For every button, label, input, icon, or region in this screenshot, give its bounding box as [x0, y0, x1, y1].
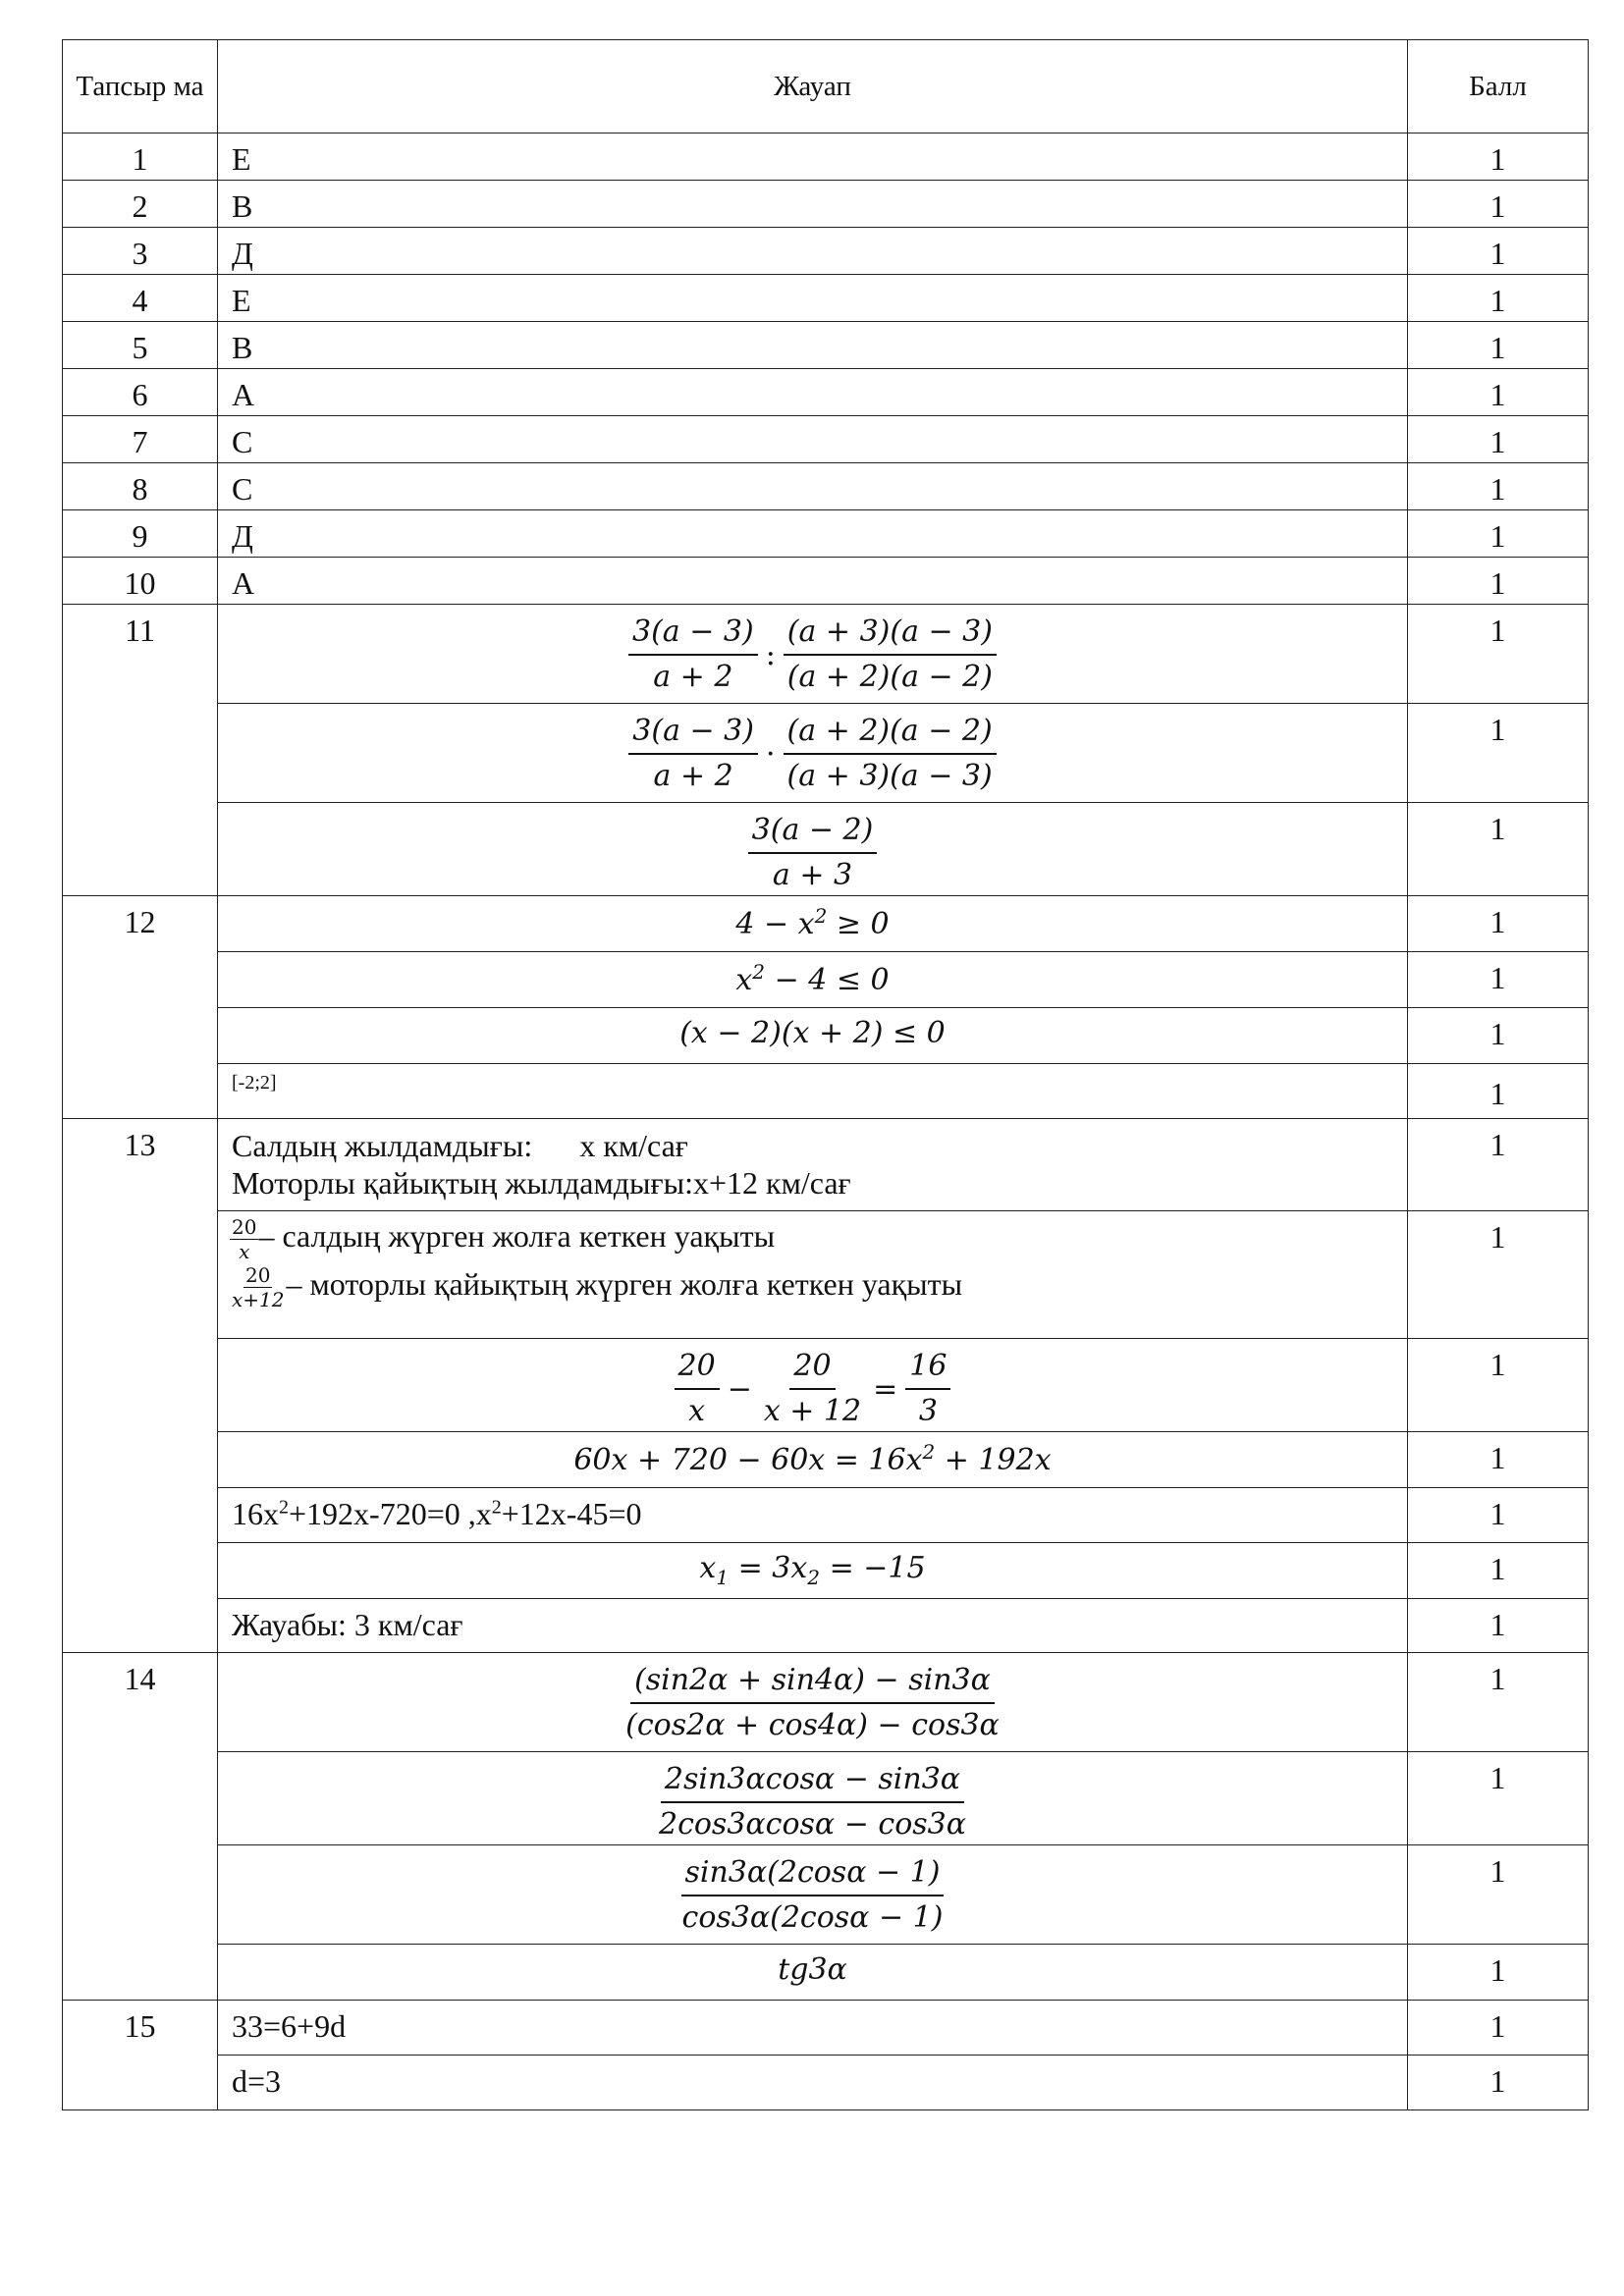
task-number: 1 [63, 133, 218, 181]
expr-part: x [699, 1551, 717, 1585]
exponent: 2 [752, 960, 766, 984]
answer-cell [218, 1488, 1408, 1543]
expr-part: + 192x [935, 1443, 1052, 1477]
expr-part: ≥ 0 [827, 907, 890, 941]
answer-cell: Д [218, 510, 1408, 558]
answer-cell [218, 704, 1408, 803]
numerator: 3(a − 3) [628, 613, 758, 656]
table-row [63, 181, 1589, 228]
fraction [622, 1661, 1003, 1745]
table-row [63, 1543, 1589, 1599]
denominator: x [239, 1240, 250, 1263]
score-cell: 1 [1408, 1653, 1589, 1752]
fraction [628, 613, 758, 697]
score-cell: 1 [1408, 181, 1589, 228]
numerator: 20 [232, 1215, 257, 1239]
header-answer: Жауап [218, 40, 1408, 133]
answer-line [230, 1263, 1393, 1311]
expr-part: x [735, 963, 753, 997]
expr-part: 60x + 720 − 60x = 16x [573, 1443, 923, 1477]
score-cell: 1 [1408, 2056, 1589, 2110]
answer-cell: d=3 [218, 2056, 1408, 2110]
task-number: 13 [63, 1119, 218, 1653]
numerator: 20 [245, 1263, 271, 1287]
answer-cell [218, 1119, 1408, 1211]
table-row [63, 1119, 1589, 1211]
expr-part: − 4 ≤ 0 [765, 963, 890, 997]
header-task: Тапсыр ма [63, 40, 218, 133]
operator: = [873, 1371, 898, 1407]
numerator: (sin2α + sin4α) − sin3α [630, 1661, 995, 1704]
denominator: a + 3 [772, 858, 853, 892]
score-cell: 1 [1408, 322, 1589, 369]
exponent: 2 [491, 1496, 502, 1519]
task-number: 7 [63, 416, 218, 463]
table-row [63, 1845, 1589, 1945]
numerator: (a + 2)(a − 2) [784, 712, 997, 755]
fraction [230, 1263, 287, 1311]
fraction [230, 1215, 258, 1263]
answer-cell [218, 1752, 1408, 1845]
answer-key-sheet [62, 39, 1588, 2110]
score-cell: 1 [1408, 704, 1589, 803]
fraction [760, 1347, 865, 1431]
table-row [63, 463, 1589, 510]
table-row [63, 322, 1589, 369]
numerator: 20 [789, 1347, 835, 1390]
score-cell: 1 [1408, 803, 1589, 896]
score-cell: 1 [1408, 1599, 1589, 1653]
score-cell: 1 [1408, 2001, 1589, 2056]
score-cell: 1 [1408, 275, 1589, 322]
header-row [63, 40, 1589, 133]
table-row [63, 416, 1589, 463]
answer-cell [218, 952, 1408, 1008]
fraction [675, 1347, 720, 1431]
score-cell: 1 [1408, 228, 1589, 275]
score-cell: 1 [1408, 1752, 1589, 1845]
operator: : [765, 637, 776, 672]
task-number: 6 [63, 369, 218, 416]
task-number: 10 [63, 558, 218, 605]
task-number: 8 [63, 463, 218, 510]
score-cell: 1 [1408, 1064, 1589, 1119]
table-row [63, 896, 1589, 952]
table-row [63, 1599, 1589, 1653]
numerator: 3(a − 3) [628, 712, 758, 755]
expr-part: +192x-720=0 ,x [289, 1496, 492, 1531]
score-cell: 1 [1408, 896, 1589, 952]
fraction [905, 1347, 950, 1431]
exponent: 2 [814, 904, 828, 928]
score-cell: 1 [1408, 1845, 1589, 1945]
fraction [784, 613, 997, 697]
task-number: 4 [63, 275, 218, 322]
numerator: (a + 3)(a − 3) [784, 613, 997, 656]
score-cell: 1 [1408, 1488, 1589, 1543]
fraction [628, 712, 758, 796]
table-row [63, 1008, 1589, 1064]
denominator: x [688, 1394, 706, 1428]
table-row [63, 1488, 1589, 1543]
expr-part: +12x-45=0 [501, 1496, 642, 1531]
score-cell: 1 [1408, 510, 1589, 558]
exponent: 2 [279, 1496, 289, 1519]
subscript: 2 [807, 1566, 821, 1589]
table-row [63, 228, 1589, 275]
denominator: (cos2α + cos4α) − cos3α [625, 1708, 1000, 1742]
numerator: 20 [675, 1347, 720, 1390]
table-row [63, 2056, 1589, 2110]
answer-cell [218, 803, 1408, 896]
answer-cell [218, 1432, 1408, 1488]
answer-cell [218, 605, 1408, 704]
fraction [784, 712, 997, 796]
table-row [63, 369, 1589, 416]
answer-cell [218, 1339, 1408, 1432]
table-row [63, 1339, 1589, 1432]
numerator: 16 [905, 1347, 950, 1390]
task-number: 9 [63, 510, 218, 558]
score-cell: 1 [1408, 1945, 1589, 2001]
table-row [63, 2001, 1589, 2056]
answer-line: Салдың жылдамдығы: х км/сағ [232, 1128, 688, 1163]
numerator: 2sin3αcosα − sin3α [661, 1760, 964, 1803]
answer-cell: tg3α [218, 1945, 1408, 2001]
answer-cell: А [218, 369, 1408, 416]
answer-cell: [-2;2] [218, 1064, 1408, 1119]
denominator: cos3α(2cosα − 1) [681, 1900, 944, 1935]
task-number: 11 [63, 605, 218, 896]
expr-part: 16x [232, 1496, 279, 1531]
answer-cell [218, 1211, 1408, 1339]
denominator: a + 2 [653, 759, 733, 793]
answer-cell: Е [218, 275, 1408, 322]
score-cell: 1 [1408, 1008, 1589, 1064]
answer-cell: Е [218, 133, 1408, 181]
score-cell: 1 [1408, 1339, 1589, 1432]
answer-cell: Жауабы: 3 км/сағ [218, 1599, 1408, 1653]
task-number: 14 [63, 1653, 218, 2001]
task-number: 2 [63, 181, 218, 228]
answer-line [230, 1215, 1393, 1263]
table-row [63, 133, 1589, 181]
expr-part: 4 − x [735, 907, 815, 941]
expr-part: = 3x [729, 1551, 808, 1585]
answer-cell: В [218, 322, 1408, 369]
expr-part: = −15 [820, 1551, 926, 1585]
table-row [63, 558, 1589, 605]
denominator: a + 2 [653, 660, 733, 694]
fraction [678, 1853, 947, 1938]
score-cell: 1 [1408, 463, 1589, 510]
answer-cell [218, 1845, 1408, 1945]
denominator: x+12 [232, 1288, 285, 1311]
fraction [748, 811, 878, 895]
answer-cell [218, 896, 1408, 952]
denominator: 3 [918, 1394, 938, 1428]
table-row [63, 605, 1589, 704]
exponent: 2 [922, 1440, 936, 1464]
answer-cell: (x − 2)(x + 2) ≤ 0 [218, 1008, 1408, 1064]
table-row [63, 1432, 1589, 1488]
table-row [63, 704, 1589, 803]
score-cell: 1 [1408, 1543, 1589, 1599]
task-number: 15 [63, 2001, 218, 2110]
table-row [63, 1211, 1589, 1339]
answer-cell [218, 1653, 1408, 1752]
score-cell: 1 [1408, 369, 1589, 416]
answer-cell: А [218, 558, 1408, 605]
answer-key-table [62, 39, 1589, 2110]
denominator: (a + 3)(a − 3) [786, 759, 993, 793]
answer-cell: С [218, 416, 1408, 463]
numerator: 3(a − 2) [748, 811, 878, 854]
answer-cell: Д [218, 228, 1408, 275]
answer-cell [218, 1543, 1408, 1599]
answer-text: – салдың жүрген жолға кеткен уақыты [258, 1217, 776, 1254]
score-cell: 1 [1408, 1211, 1589, 1339]
task-number: 12 [63, 896, 218, 1119]
numerator: sin3α(2cosα − 1) [681, 1853, 945, 1896]
denominator: 2cos3αcosα − cos3α [658, 1807, 967, 1842]
score-cell: 1 [1408, 1432, 1589, 1488]
answer-cell: 33=6+9d [218, 2001, 1408, 2056]
denominator: x + 12 [763, 1394, 862, 1428]
subscript: 1 [716, 1566, 730, 1589]
task-number: 5 [63, 322, 218, 369]
table-row [63, 510, 1589, 558]
score-cell: 1 [1408, 1119, 1589, 1211]
task-number: 3 [63, 228, 218, 275]
table-row [63, 1064, 1589, 1119]
answer-text: – моторлы қайықтың жүрген жолға кеткен уақыты [286, 1265, 963, 1302]
denominator: (a + 2)(a − 2) [786, 660, 993, 694]
answer-cell: С [218, 463, 1408, 510]
answer-line: Моторлы қайықтың жылдамдығы:х+12 км/сағ [232, 1165, 851, 1201]
operator: − [727, 1371, 752, 1407]
score-cell: 1 [1408, 416, 1589, 463]
score-cell: 1 [1408, 558, 1589, 605]
answer-cell: В [218, 181, 1408, 228]
table-row [63, 1752, 1589, 1845]
table-row [63, 952, 1589, 1008]
table-row [63, 1945, 1589, 2001]
score-cell: 1 [1408, 133, 1589, 181]
score-cell: 1 [1408, 605, 1589, 704]
table-row [63, 1653, 1589, 1752]
operator: · [765, 736, 776, 772]
header-score: Балл [1408, 40, 1589, 133]
table-row [63, 803, 1589, 896]
fraction [655, 1760, 970, 1844]
table-row [63, 275, 1589, 322]
score-cell: 1 [1408, 952, 1589, 1008]
